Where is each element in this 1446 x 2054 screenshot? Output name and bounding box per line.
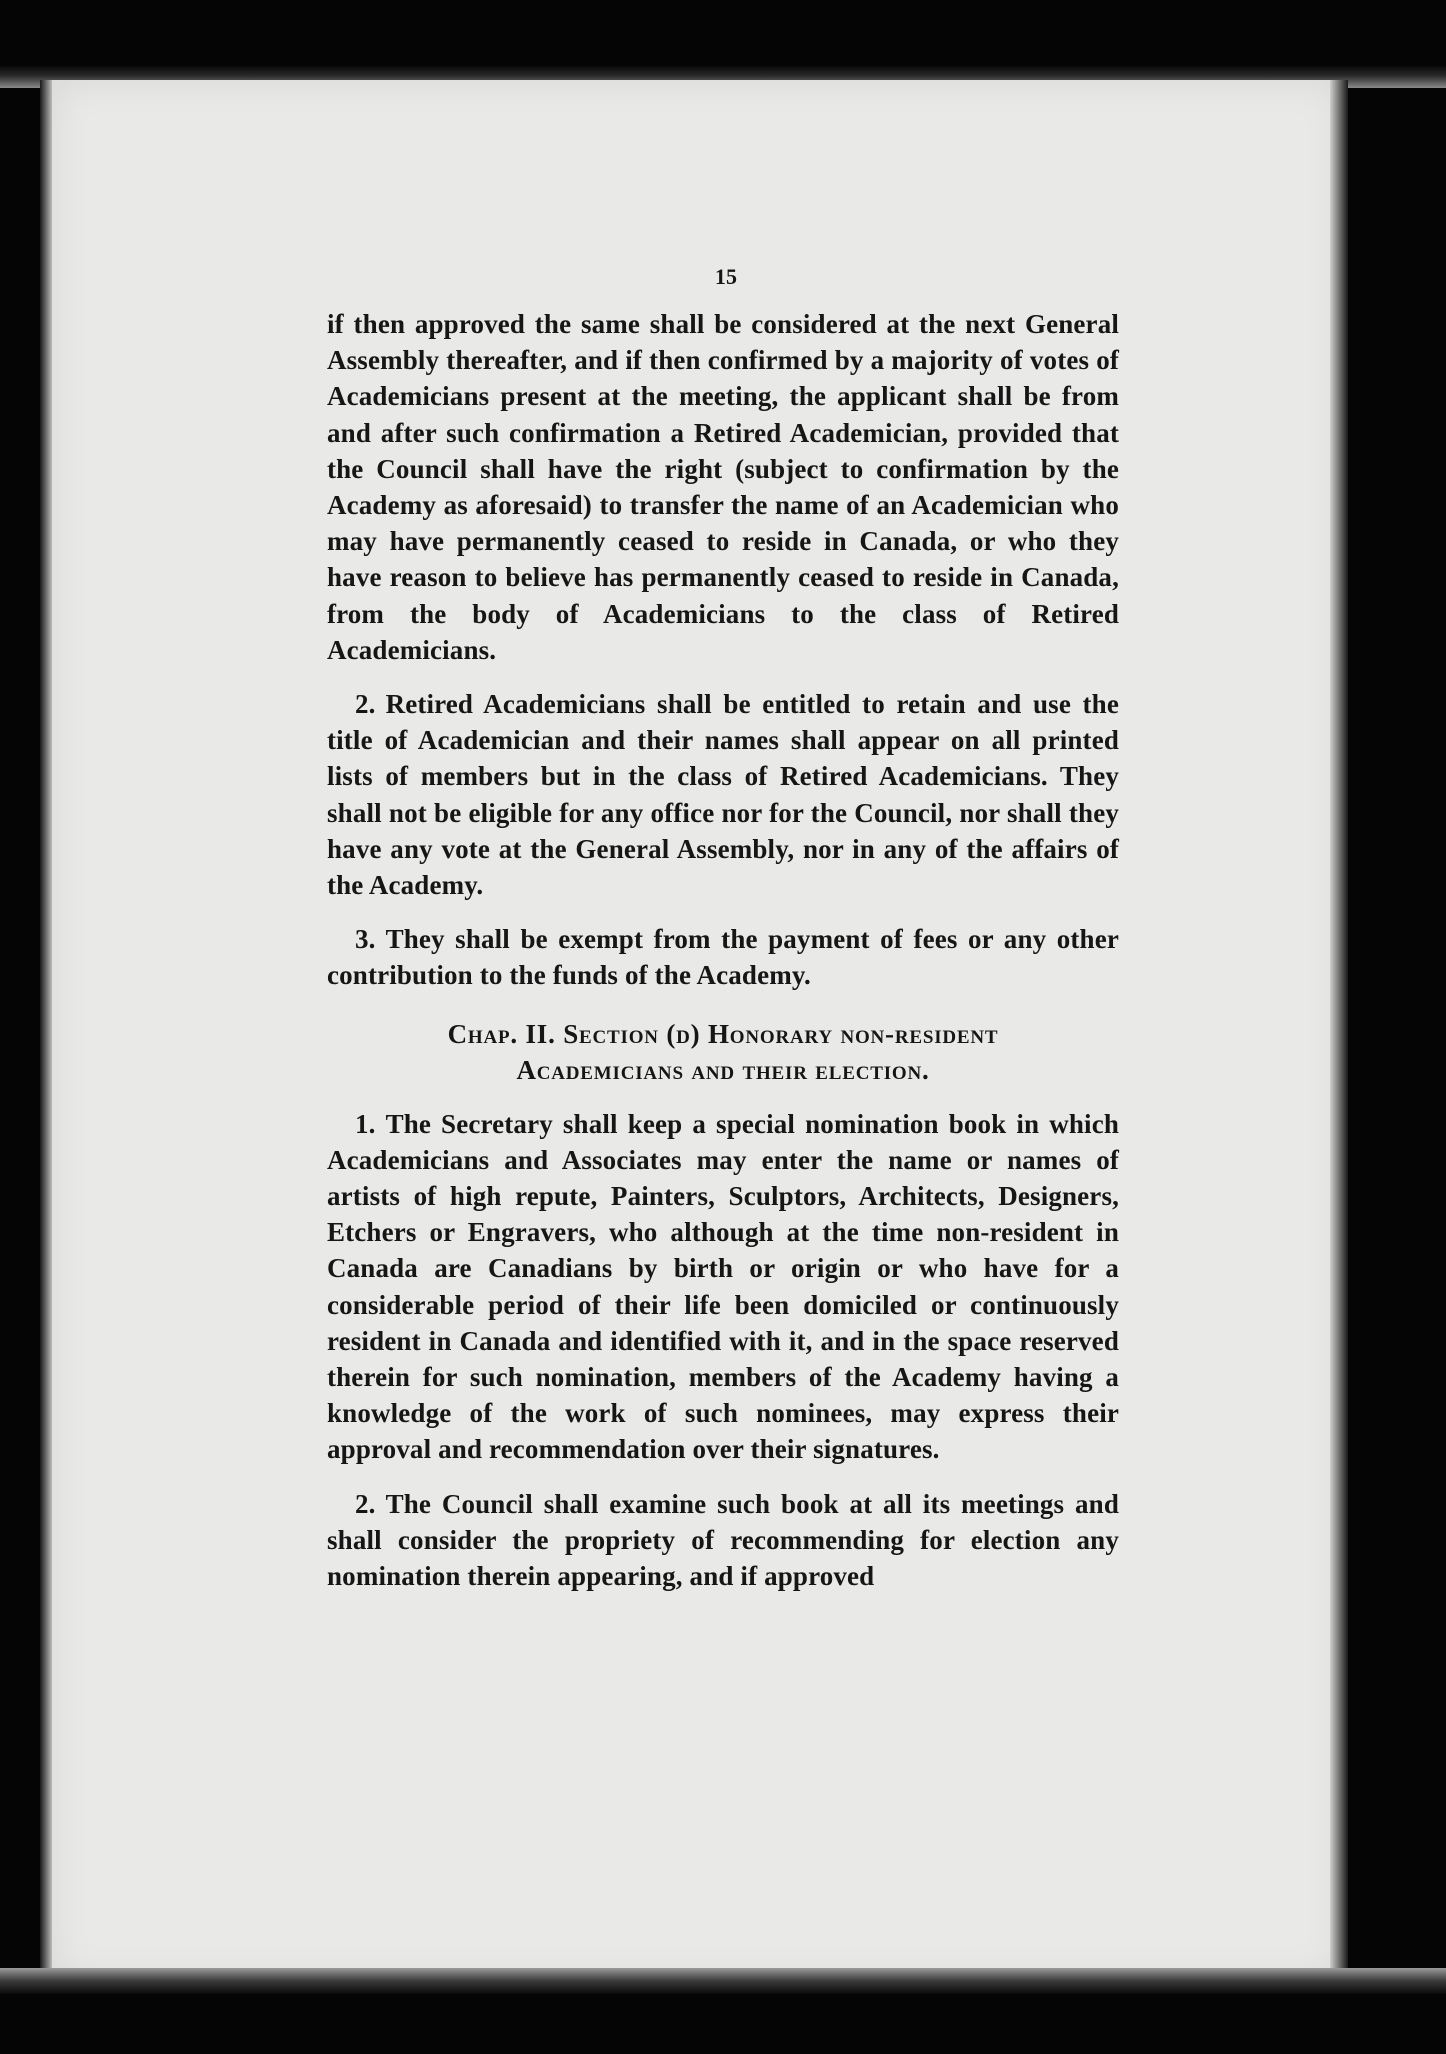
- paragraph-number: 2.: [355, 1488, 376, 1519]
- paragraph-text: if then approved the same shall be considered at the next General Assembly thereafter, and if then confirmed by a majority of votes of Academicians present at the meeting, the applicant shall be from and after such confirmation a Retired Academician, provided that the Council shall have the right (subject to confirmation by the Academy as aforesaid) to transfer the name of an Academician who may have permanently ceased to reside in Canada, or who they have reason to believe has permanently ceased to reside in Canada, from the body of Academicians to the class of Retired Academicians.: [327, 309, 1119, 665]
- document-text: [327, 262, 1119, 1594]
- paragraph-text: Retired Academicians shall be entitled to retain and use the title of Academician and their names shall appear on all printed lists of members but in the class of Retired Academicians. They shall not be eligible for any office nor for the Council, nor shall they have any vote at the General Assembly, nor in any of the affairs of the Academy.: [327, 689, 1119, 901]
- section-heading: [327, 1016, 1119, 1088]
- section-heading-line-1: Chap. II. Section (d) Honorary non-resident: [447, 1018, 999, 1049]
- paragraph-number: 3.: [355, 924, 376, 955]
- page-number: 15: [714, 264, 738, 289]
- paragraph-number: 1.: [355, 1108, 376, 1139]
- paragraph-text: They shall be exempt from the payment of fees or any other contribution to the funds of the Academy.: [327, 924, 1119, 991]
- paragraph-continuation: [327, 306, 1119, 668]
- scan-bottom-edge: [0, 1968, 1446, 1994]
- scan-right-shadow: [1330, 80, 1348, 1980]
- paragraph-text: The Council shall examine such book at all its meetings and shall consider the propriety of recommending for election any nomination therein appearing, and if approved: [327, 1488, 1119, 1592]
- section-paragraph-2: [327, 1486, 1119, 1595]
- paragraph-number: 2.: [355, 689, 376, 720]
- section-paragraph-1: [327, 1106, 1119, 1468]
- paragraph-2: [327, 686, 1119, 903]
- paragraph-3: [327, 921, 1119, 993]
- paragraph-text: The Secretary shall keep a special nomination book in which Academicians and Associates may enter the name or names of artists of high repute, Painters, Sculptors, Architects, Designers, Etchers or Engravers, who although at the time non-resident in Canada are Canadians by birth or origin or who have for a considerable period of their life been domiciled or continuously resident in Canada and identified with it, and in the space reserved therein for such nomination, members of the Academy having a knowledge of the work of such nominees, may express their approval and recommendation over their signatures.: [327, 1108, 1119, 1465]
- section-heading-line-2: Academicians and their election.: [516, 1054, 930, 1085]
